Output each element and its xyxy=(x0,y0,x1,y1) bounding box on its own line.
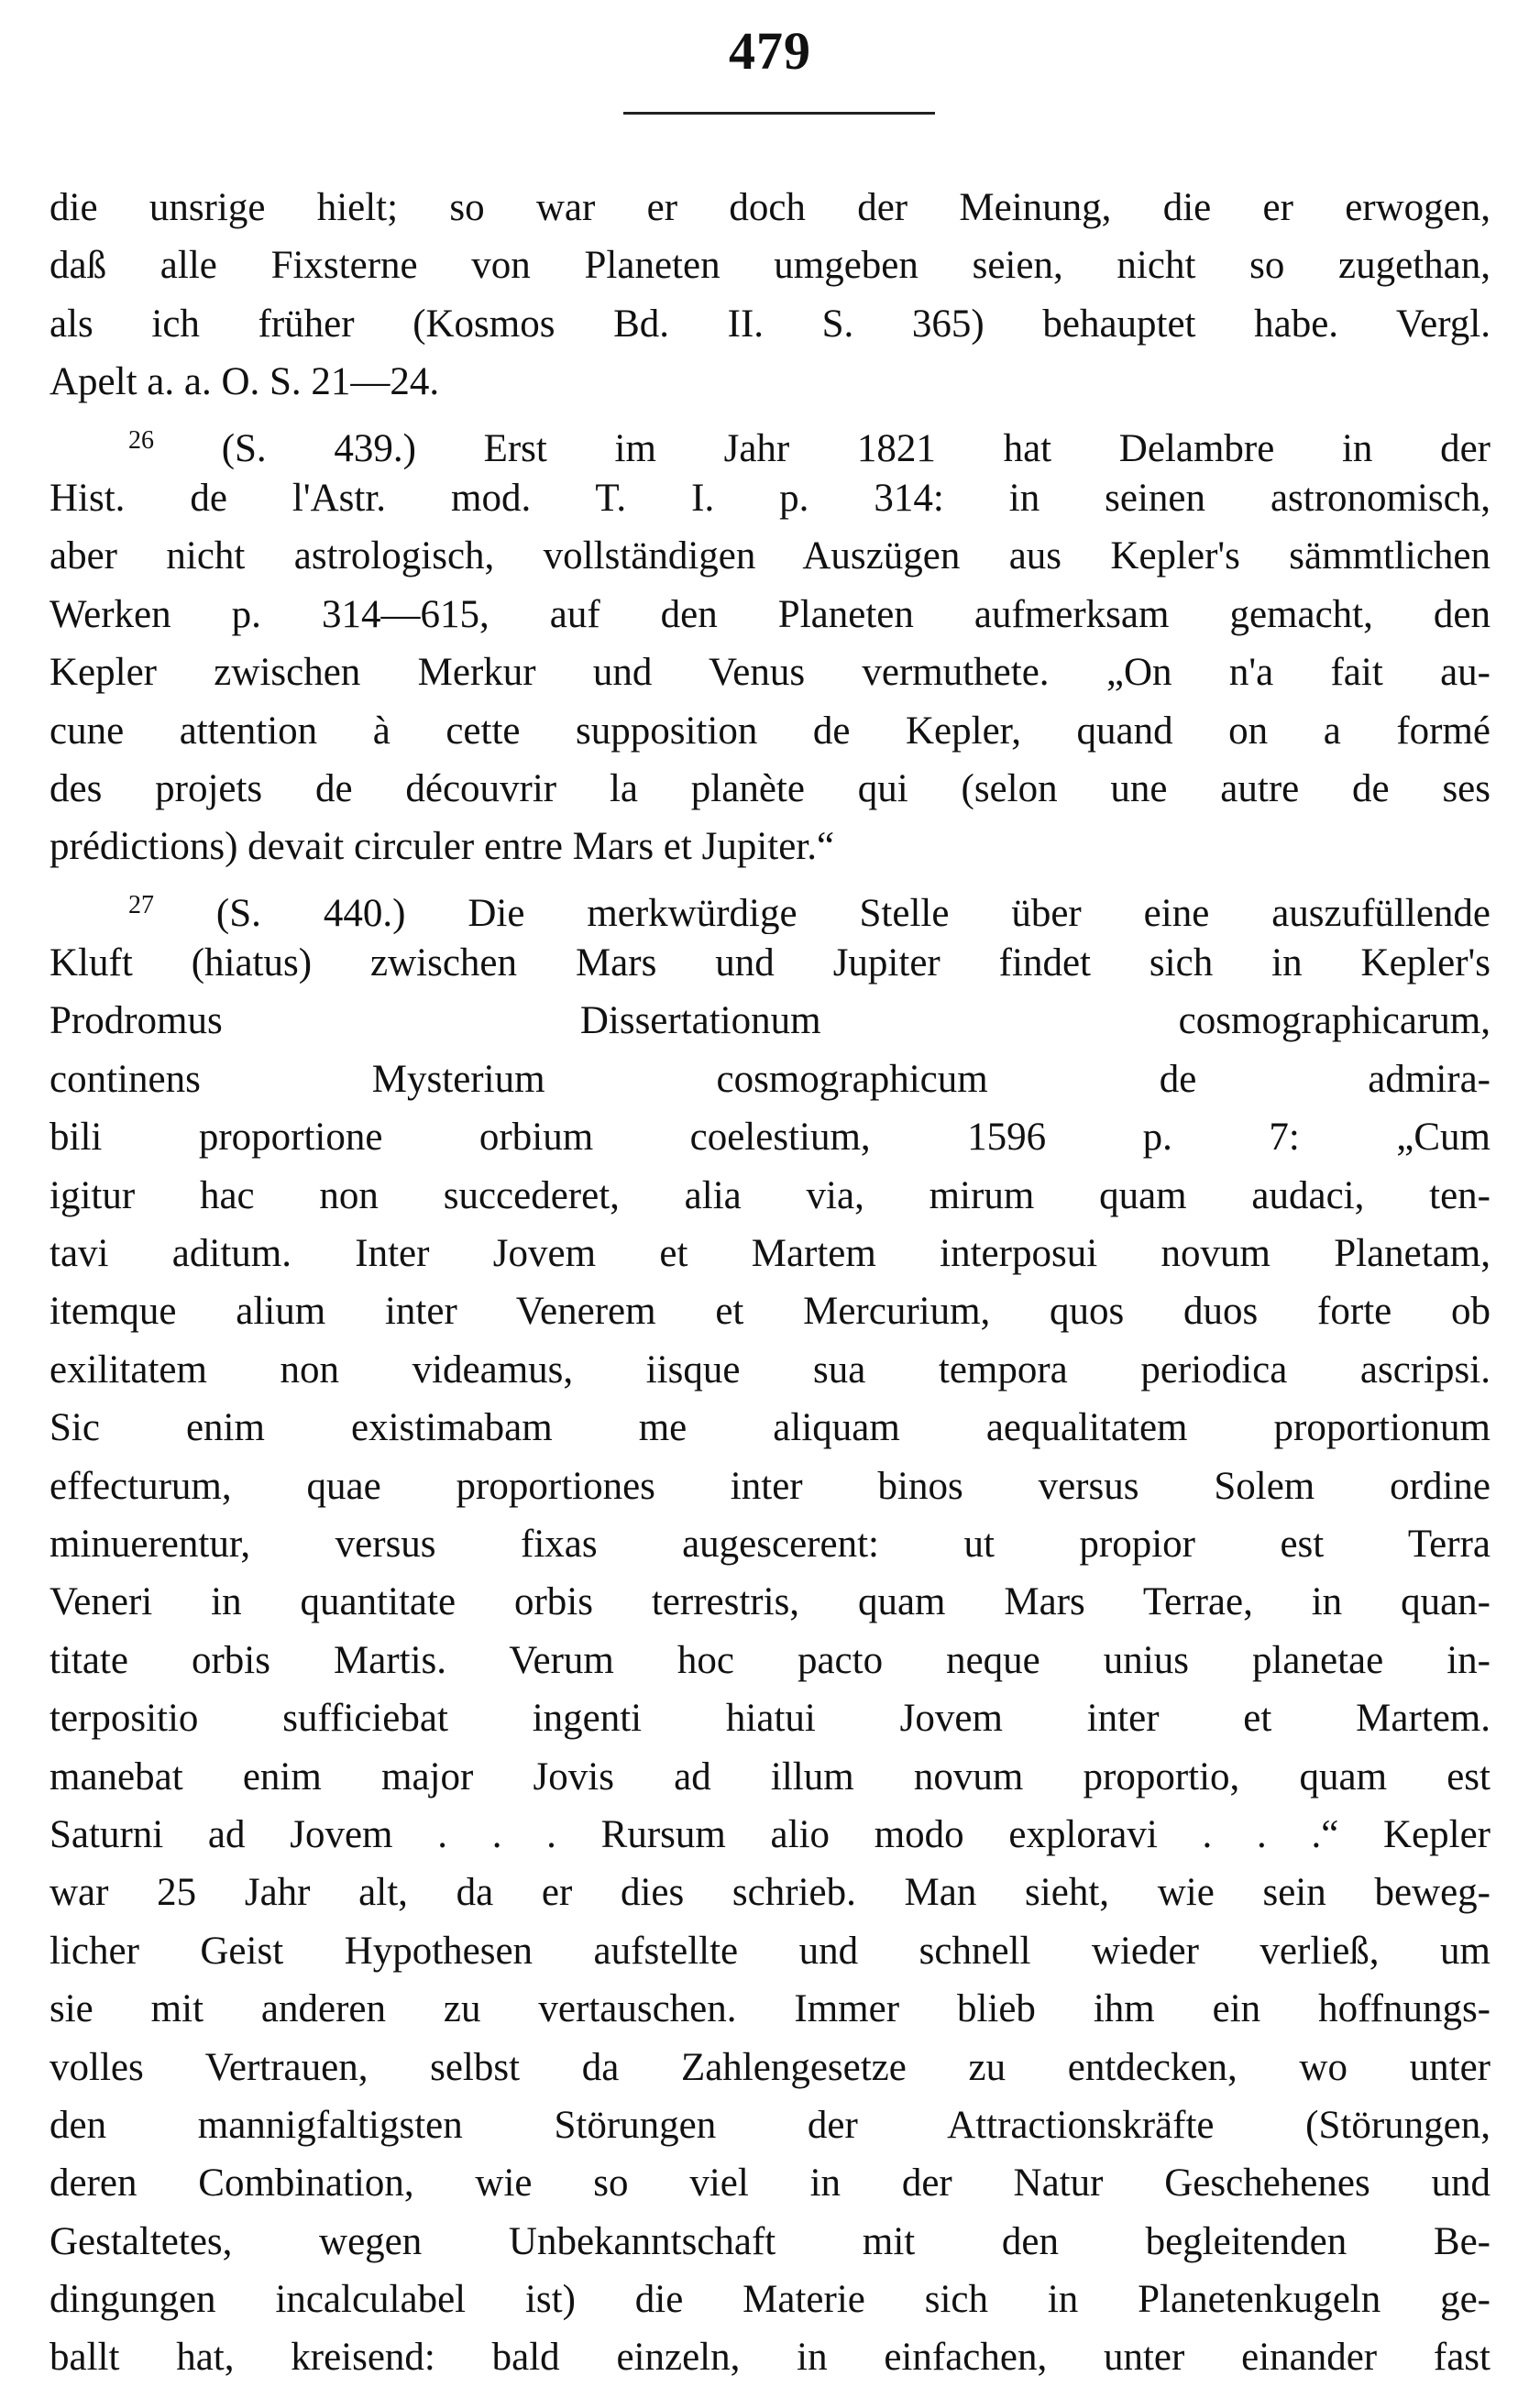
line-text: igitur hac non succederet, alia via, mirum quam audaci, ten- xyxy=(50,1173,1490,1217)
text-line xyxy=(50,469,1490,527)
line-text: Apelt a. a. O. S. 21—24. xyxy=(50,360,440,404)
line-text: Kepler zwischen Merkur und Venus vermuthete. „On n'a fait au- xyxy=(50,651,1490,695)
text-line xyxy=(50,295,1490,353)
text-line xyxy=(50,644,1490,701)
text-line xyxy=(50,2039,1490,2096)
text-line xyxy=(50,1864,1490,1921)
text-line xyxy=(50,934,1490,992)
text-line xyxy=(50,2096,1490,2154)
body-text xyxy=(50,179,1490,2387)
footnote-number: 26 xyxy=(128,425,154,455)
line-text: itemque alium inter Venerem et Mercurium, quos duos forte ob xyxy=(50,1290,1490,1334)
text-line xyxy=(50,2213,1490,2271)
line-text: Veneri in quantitate orbis terrestris, quam Mars Terrae, in quan- xyxy=(50,1580,1490,1624)
text-line xyxy=(50,1980,1490,2038)
text-line xyxy=(50,2328,1490,2386)
text-line xyxy=(50,1282,1490,1340)
text-line xyxy=(50,586,1490,644)
text-line xyxy=(50,1458,1490,1515)
line-text: Prodromus Dissertationum cosmographicarum, xyxy=(50,999,1490,1043)
text-line xyxy=(50,236,1490,294)
line-text: titate orbis Martis. Verum hoc pacto neque unius planetae in- xyxy=(50,1638,1490,1682)
text-line xyxy=(50,1689,1490,1747)
footnote-number: 27 xyxy=(128,890,154,919)
text-line xyxy=(50,702,1490,760)
text-line xyxy=(50,527,1490,585)
text-line xyxy=(50,1573,1490,1631)
line-text: Saturni ad Jovem . . . Rursum alio modo exploravi . . .“ Kepler xyxy=(50,1812,1490,1856)
line-text: continens Mysterium cosmographicum de admira- xyxy=(50,1057,1490,1101)
line-text: Hist. de l'Astr. mod. T. I. p. 314: in seinen astronomisch, xyxy=(50,476,1490,520)
text-line xyxy=(50,1167,1490,1225)
line-text: cune attention à cette supposition de Kepler, quand on a formé xyxy=(50,709,1490,753)
text-line xyxy=(50,1225,1490,1282)
line-text: dingungen incalculabel ist) die Materie sich in Planetenkugeln ge- xyxy=(50,2278,1490,2322)
text-line xyxy=(50,1341,1490,1399)
line-text: licher Geist Hypothesen aufstellte und schnell wieder verließ, um xyxy=(50,1929,1490,1973)
line-text: tavi aditum. Inter Jovem et Martem interposui novum Planetam, xyxy=(50,1232,1490,1276)
text-line xyxy=(50,992,1490,1050)
line-text: exilitatem non videamus, iisque sua tempora periodica ascripsi. xyxy=(50,1348,1490,1392)
text-line xyxy=(50,1748,1490,1806)
line-text: Gestaltetes, wegen Unbekanntschaft mit den begleitenden Be- xyxy=(50,2219,1490,2263)
line-text: manebat enim major Jovis ad illum novum proportio, quam est xyxy=(50,1754,1490,1798)
text-line xyxy=(50,760,1490,818)
text-line xyxy=(50,1922,1490,1980)
text-line xyxy=(50,2271,1490,2328)
line-text: (S. 439.) Erst im Jahr 1821 hat Delambre in der xyxy=(221,426,1490,469)
text-line xyxy=(50,876,1490,934)
text-line xyxy=(50,1515,1490,1573)
line-text: daß alle Fixsterne von Planeten umgeben seien, nicht so zugethan, xyxy=(50,244,1490,288)
text-line xyxy=(50,1399,1490,1457)
line-text: ballt hat, kreisend: bald einzeln, in einfachen, unter einander fast xyxy=(50,2336,1490,2380)
text-line xyxy=(50,353,1490,411)
line-text: terpositio sufficiebat ingenti hiatui Jovem inter et Martem. xyxy=(50,1697,1490,1741)
line-text: sie mit anderen zu vertauschen. Immer blieb ihm ein hoffnungs- xyxy=(50,1987,1490,2031)
text-line xyxy=(50,1050,1490,1108)
line-text: war 25 Jahr alt, da er dies schrieb. Man sieht, wie sein beweg- xyxy=(50,1871,1490,1915)
line-text: prédictions) devait circuler entre Mars et Jupiter.“ xyxy=(50,825,835,869)
line-text: Werken p. 314—615, auf den Planeten aufmerksam gemacht, den xyxy=(50,592,1490,636)
text-line xyxy=(50,818,1490,875)
text-line xyxy=(50,2154,1490,2212)
line-text: volles Vertrauen, selbst da Zahlengesetze zu entdecken, wo unter xyxy=(50,2045,1490,2089)
line-text: deren Combination, wie so viel in der Natur Geschehenes und xyxy=(50,2162,1490,2206)
text-line xyxy=(50,179,1490,236)
line-text: bili proportione orbium coelestium, 1596 p. 7: „Cum xyxy=(50,1116,1490,1160)
text-line xyxy=(50,1806,1490,1864)
line-text: Kluft (hiatus) zwischen Mars und Jupiter findet sich in Kepler's xyxy=(50,941,1490,985)
page-number: 479 xyxy=(729,21,811,81)
text-line xyxy=(50,1108,1490,1166)
line-text: den mannigfaltigsten Störungen der Attractionskräfte (Störungen, xyxy=(50,2103,1490,2147)
line-text: minuerentur, versus fixas augescerent: ut propior est Terra xyxy=(50,1522,1490,1566)
line-text: die unsrige hielt; so war er doch der Meinung, die er erwogen, xyxy=(50,186,1490,229)
text-line xyxy=(50,412,1490,469)
line-text: effecturum, quae proportiones inter binos versus Solem ordine xyxy=(50,1464,1490,1508)
header-rule xyxy=(623,112,935,115)
line-text: des projets de découvrir la planète qui (selon une autre de ses xyxy=(50,766,1490,810)
line-text: Sic enim existimabam me aliquam aequalitatem proportionum xyxy=(50,1406,1490,1450)
line-text: (S. 440.) Die merkwürdige Stelle über eine auszufüllende xyxy=(215,891,1490,935)
line-text: als ich früher (Kosmos Bd. II. S. 365) behauptet habe. Vergl. xyxy=(50,302,1490,346)
line-text: aber nicht astrologisch, vollständigen Auszügen aus Kepler's sämmtlichen xyxy=(50,534,1490,578)
text-line xyxy=(50,1632,1490,1689)
